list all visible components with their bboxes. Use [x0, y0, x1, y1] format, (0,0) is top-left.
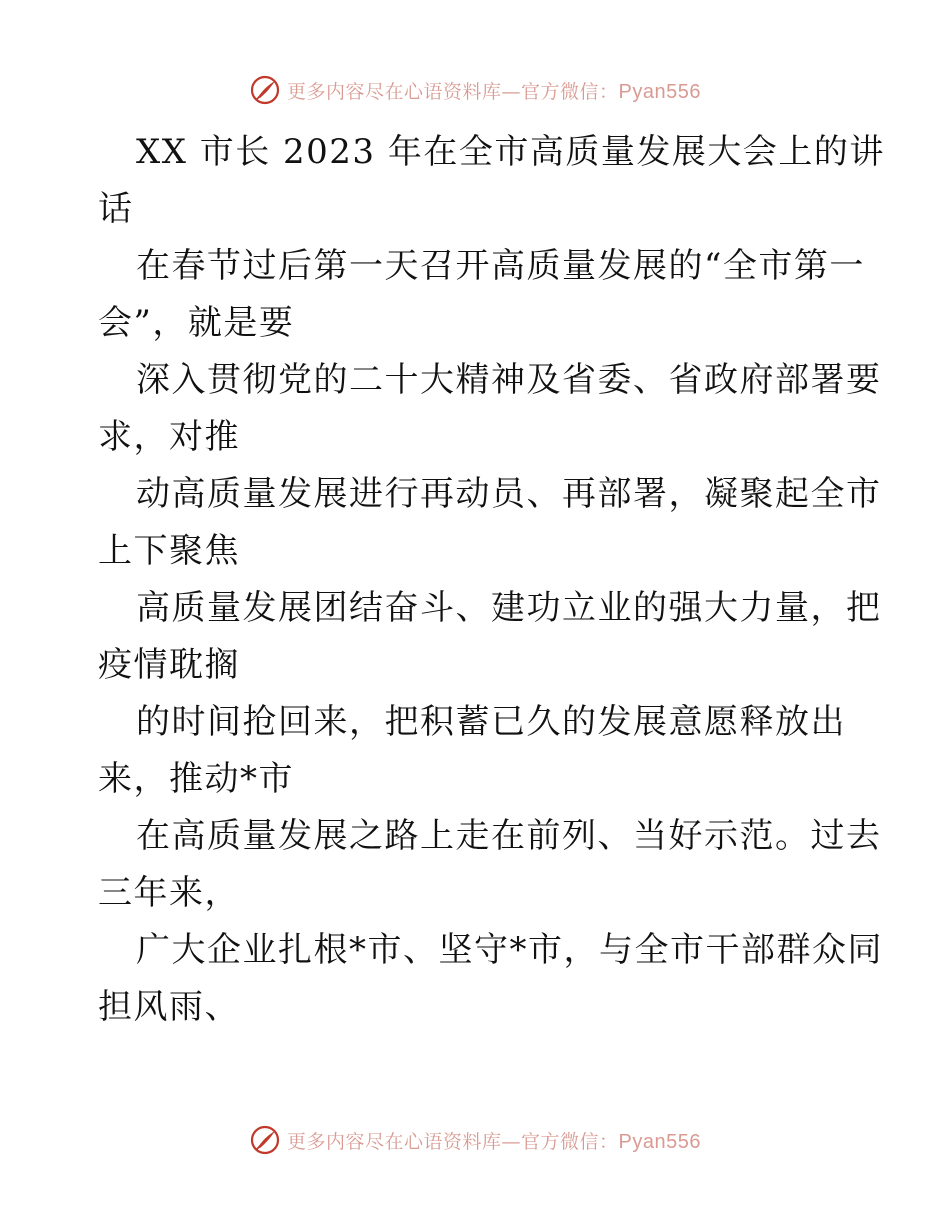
text-line: 深入贯彻党的二十大精神及省委、省政府部署要: [136, 360, 882, 400]
text-line: 疫情耽搁: [98, 645, 240, 685]
watermark-text: 更多内容尽在心语资料库—官方微信：Pyan556: [287, 80, 701, 103]
text-line: 高质量发展团结奋斗、建功立业的强大力量，把: [136, 588, 882, 628]
quill-logo-icon: [249, 74, 281, 106]
header-watermark: [0, 70, 950, 110]
text-line: 来，推动*市: [98, 759, 294, 799]
text-line: 上下聚焦: [98, 531, 240, 571]
watermark-text: 更多内容尽在心语资料库—官方微信：Pyan556: [287, 1130, 701, 1153]
text-line: 广大企业扎根*市、坚守*市，与全市干部群众同: [136, 930, 883, 970]
text-line: 的时间抢回来，把积蓄已久的发展意愿释放出: [136, 702, 846, 742]
document-title-line: XX 市长 2023 年在全市高质量发展大会上的讲: [136, 132, 885, 172]
text-line: 动高质量发展进行再动员、再部署，凝聚起全市: [136, 474, 882, 514]
text-line: 在高质量发展之路上走在前列、当好示范。过去: [136, 816, 882, 856]
quill-logo-icon: [249, 1124, 281, 1156]
footer-watermark: [0, 1120, 950, 1160]
text-line: 会”，就是要: [98, 303, 295, 343]
text-line: 担风雨、: [98, 987, 240, 1027]
text-line: 在春节过后第一天召开高质量发展的“全市第一: [136, 246, 865, 286]
document-body: [98, 124, 885, 1036]
text-line: 求，对推: [98, 417, 240, 457]
text-line: 话: [98, 189, 134, 229]
text-line: 三年来，: [98, 873, 240, 913]
